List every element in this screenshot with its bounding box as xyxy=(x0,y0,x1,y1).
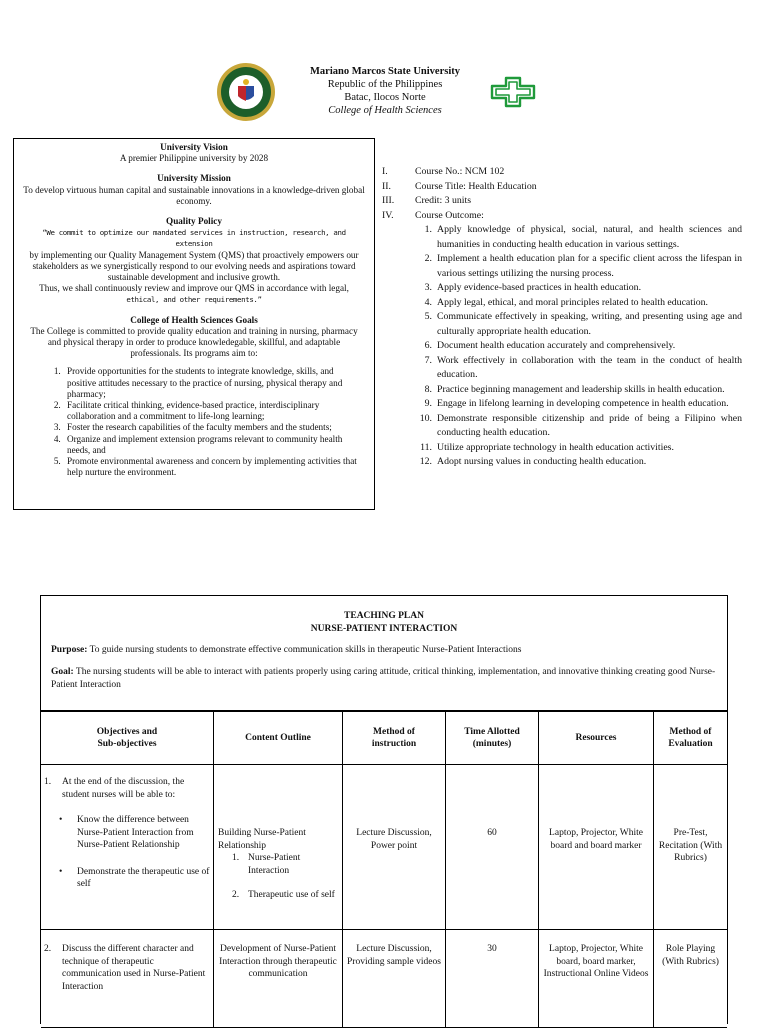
outcome-item: 2. Implement a health education plan for a specific client across the lifespan in various settings utilizing the nursing process. xyxy=(424,253,742,279)
college-name: College of Health Sciences xyxy=(328,105,442,116)
vision-title: University Vision xyxy=(160,142,228,152)
university-header xyxy=(290,65,480,117)
purpose-label: Purpose: xyxy=(51,645,88,655)
outcome-item: 5. Communicate effectively in speaking, writing, and presenting using age and culturally appropriate health education. xyxy=(424,311,742,337)
vision-text: A premier Philippine university by 2028 xyxy=(119,153,269,164)
goal-item: 4. Organize and implement extension programs relevant to community health needs, and xyxy=(63,434,365,456)
col-content-outline: Content Outline xyxy=(214,712,343,765)
outcome-item: 1. Apply knowledge of physical, social, natural, and health sciences and humanities in conducting health education in various settings. xyxy=(424,224,742,250)
resources-cell: Laptop, Projector, White board, board marker, Instructional Online Videos xyxy=(539,930,654,1028)
objective-cell: 1. At the end of the discussion, the student nurses will be able to: • Know the difference between Nurse-Patient Interaction from Nurse-Patient Relationship • Demonstrate the therapeutic use of self xyxy=(41,765,214,930)
goal-label: Goal: xyxy=(51,667,74,677)
course-outcome-heading: IV. Course Outcome: xyxy=(382,209,484,221)
content-sub-item: 1. Nurse-Patient Interaction xyxy=(232,853,301,876)
sub-objective: • Demonstrate the therapeutic use of self xyxy=(59,866,210,889)
outcome-item: 7. Work effectively in collaboration with the team in the conduct of health education. xyxy=(424,354,742,380)
time-cell: 60 xyxy=(446,765,539,930)
vision-mission-box xyxy=(13,138,375,510)
goal-statement xyxy=(51,666,717,692)
col-objectives: Objectives and Sub-objectives xyxy=(41,712,214,765)
teaching-plan-title-line: TEACHING PLAN xyxy=(344,611,424,621)
quality-policy-title: Quality Policy xyxy=(166,216,222,227)
teaching-plan-header xyxy=(41,596,727,711)
sub-objective: • Know the difference between Nurse-Patient Interaction from Nurse-Patient Relationship xyxy=(59,815,194,850)
goals-title: College of Health Sciences Goals xyxy=(130,314,258,325)
content-cell xyxy=(214,765,343,930)
goal-item: 3. Foster the research capabilities of the faculty members and the students; xyxy=(63,422,365,433)
objective-text: At the end of the discussion, the student nurses will be able to: xyxy=(62,777,185,800)
content-sub-item: 2. Therapeutic use of self xyxy=(232,890,335,900)
quality-policy-text: by implementing our Quality Management System (QMS) that proactively empowers our stakeholders as we synergistically respond to our evolving needs and aspirations toward sustainable development and inclusive growth. xyxy=(29,249,359,283)
content-title: Building Nurse-Patient Relationship xyxy=(218,828,306,851)
teaching-plan xyxy=(40,595,728,1024)
course-number: I. Course No.: NCM 102 xyxy=(382,166,505,177)
course-outcomes-list xyxy=(382,223,742,470)
outcome-item: 10. Demonstrate responsible citizenship and pride of being a Filipino when conducting health education. xyxy=(419,412,742,438)
teaching-plan-table xyxy=(41,711,727,1028)
course-credit: III. Credit: 3 units xyxy=(382,195,472,206)
goal-item: 1. Provide opportunities for the students to integrate knowledge, skills, and positive attitudes necessary to the practice of nursing, physical therapy and pharmacy; xyxy=(63,366,365,400)
goal-item: 2. Facilitate critical thinking, evidence-based practice, interdisciplinary collaboration and a commitment to life-long learning; xyxy=(63,400,365,422)
course-info xyxy=(382,165,742,470)
evaluation-cell: Role Playing (With Rubrics) xyxy=(654,930,728,1028)
col-time-allotted: Time Allotted (minutes) xyxy=(446,712,539,765)
time-cell: 30 xyxy=(446,930,539,1028)
course-title: II. Course Title: Health Education xyxy=(382,180,537,192)
resources-cell: Laptop, Projector, White board and board marker xyxy=(539,765,654,930)
outcome-item: 9. Engage in lifelong learning in developing competence in health education. xyxy=(424,398,729,409)
purpose-statement xyxy=(51,644,717,657)
method-cell: Lecture Discussion, Power point xyxy=(343,765,446,930)
goals-list xyxy=(23,366,365,478)
university-name: Mariano Marcos State University xyxy=(310,66,460,77)
outcome-item: 11. Utilize appropriate technology in health education activities. xyxy=(420,441,674,453)
quality-policy-quote-start: “We commit to optimize our mandated services in instruction, research, and extension xyxy=(42,228,346,249)
goals-intro: The College is committed to provide quality education and training in nursing, pharmacy and physical therapy in order to produce knowledegable, skillful, and adaptable professionals. Its programs aim to: xyxy=(30,325,358,359)
mission-title: University Mission xyxy=(157,173,231,184)
republic-line: Republic of the Philippines xyxy=(327,79,443,90)
purpose-text: To guide nursing students to demonstrate effective communication skills in therapeutic Nurse-Patient Interactions xyxy=(87,645,522,655)
quality-policy-quote-end: ethical, and other requirements.” xyxy=(126,295,262,305)
health-cross-logo xyxy=(490,76,536,108)
col-resources: Resources xyxy=(539,712,654,765)
university-seal-logo xyxy=(216,62,276,122)
teaching-plan-title xyxy=(51,596,717,636)
mission-text: To develop virtuous human capital and sustainable innovations in a knowledge-driven global economy. xyxy=(23,184,365,206)
table-header-row xyxy=(41,712,727,765)
outcome-item: 8. Practice beginning management and leadership skills in health education. xyxy=(424,383,725,395)
teaching-plan-subtitle: NURSE-PATIENT INTERACTION xyxy=(310,624,458,634)
table-row xyxy=(41,765,727,930)
objective-text: Discuss the different character and technique of therapeutic communication used in Nurse-Patient Interaction xyxy=(62,944,206,992)
evaluation-cell: Pre-Test, Recitation (With Rubrics) xyxy=(654,765,728,930)
content-cell: Development of Nurse-Patient Interaction through therapeutic communication xyxy=(214,930,343,1028)
outcome-item: 12. Adopt nursing values in conducting health education. xyxy=(419,456,647,467)
outcome-item: 4. Apply legal, ethical, and moral principles related to health education. xyxy=(424,296,708,308)
goal-item: 5. Promote environmental awareness and concern by implementing activities that help nurture the environment. xyxy=(63,456,365,478)
col-method-instruction: Method of instruction xyxy=(343,712,446,765)
location-line: Batac, Ilocos Norte xyxy=(344,92,426,103)
table-row xyxy=(41,930,727,1028)
goal-text: The nursing students will be able to interact with patients properly using caring attitude, critical thinking, implementation, and innovative thinking creating good Nurse-Patient Interaction xyxy=(51,667,716,690)
outcome-item: 3. Apply evidence-based practices in health education. xyxy=(424,282,642,293)
objective-cell: 2. Discuss the different character and technique of therapeutic communication used in Nurse-Patient Interaction xyxy=(41,930,214,1028)
method-cell: Lecture Discussion, Providing sample videos xyxy=(343,930,446,1028)
quality-policy-commitment: Thus, we shall continuously review and improve our QMS in accordance with legal, xyxy=(39,283,349,294)
outcome-item: 6. Document health education accurately and comprehensively. xyxy=(424,340,676,351)
col-method-evaluation: Method of Evaluation xyxy=(654,712,728,765)
